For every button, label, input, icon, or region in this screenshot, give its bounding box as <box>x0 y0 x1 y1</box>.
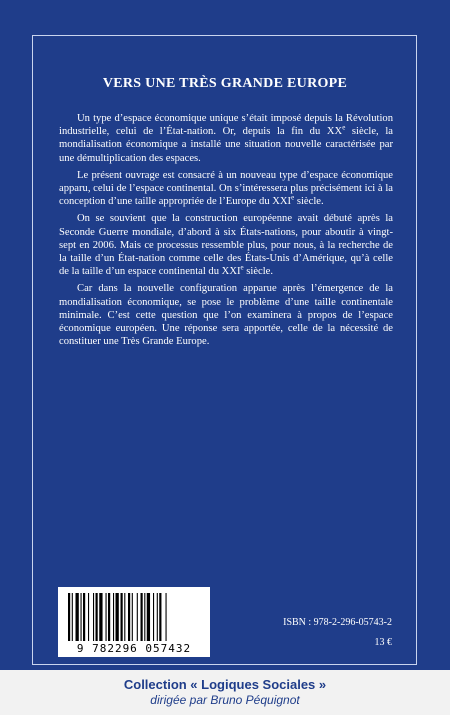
collection-director: dirigée par Bruno Péquignot <box>150 693 300 707</box>
paragraph-3: On se souvient que la construction européenne avait débuté après la Seconde Guerre mondiale, d’abord à six États-nations, pour aboutir à vingt-sept en 2006. Mais ce processus ressemble plus, pour nous, à la recherche de la taille d’un État-nation comme celle des États-Unis d’Amérique, qu’à celle de la taille d’un espace continental du XXIe siècle. <box>59 213 393 278</box>
paragraph-1: Un type d’espace économique unique s’était imposé depuis la Révolution industrielle, celui de l’État-nation. Or, depuis la fin du XXe siècle, la mondialisation économique a installé une situation nouvelle caractérisée par une démultiplication des espaces. <box>59 113 393 164</box>
isbn: ISBN : 978-2-296-05743-2 <box>283 617 392 628</box>
collection-bar <box>0 670 450 715</box>
back-cover-text <box>59 112 393 352</box>
barcode-bars <box>58 587 210 643</box>
collection-name: Collection « Logiques Sociales » <box>123 677 327 692</box>
price: 13 € <box>374 637 392 648</box>
book-title: VERS UNE TRÈS GRANDE EUROPE <box>102 76 348 91</box>
barcode <box>58 587 210 657</box>
paragraph-4: Car dans la nouvelle configuration apparue après l’émergence de la mondialisation économique, se pose le problème d’une taille continentale minimale. C’est cette question que l’on examinera à propos de l’espace économique européen. Une réponse sera apportée, celle de la nécessité de constituer une Très Grande Europe. <box>59 283 393 348</box>
paragraph-2: Le présent ouvrage est consacré à un nouveau type d’espace économique apparu, celui de l’espace continental. On s’intéressera plus précisément ici à la conception d’une taille appropriée de l’Europe du XXIe siècle. <box>59 169 393 208</box>
barcode-digits: 9 782296 057432 <box>76 642 192 655</box>
